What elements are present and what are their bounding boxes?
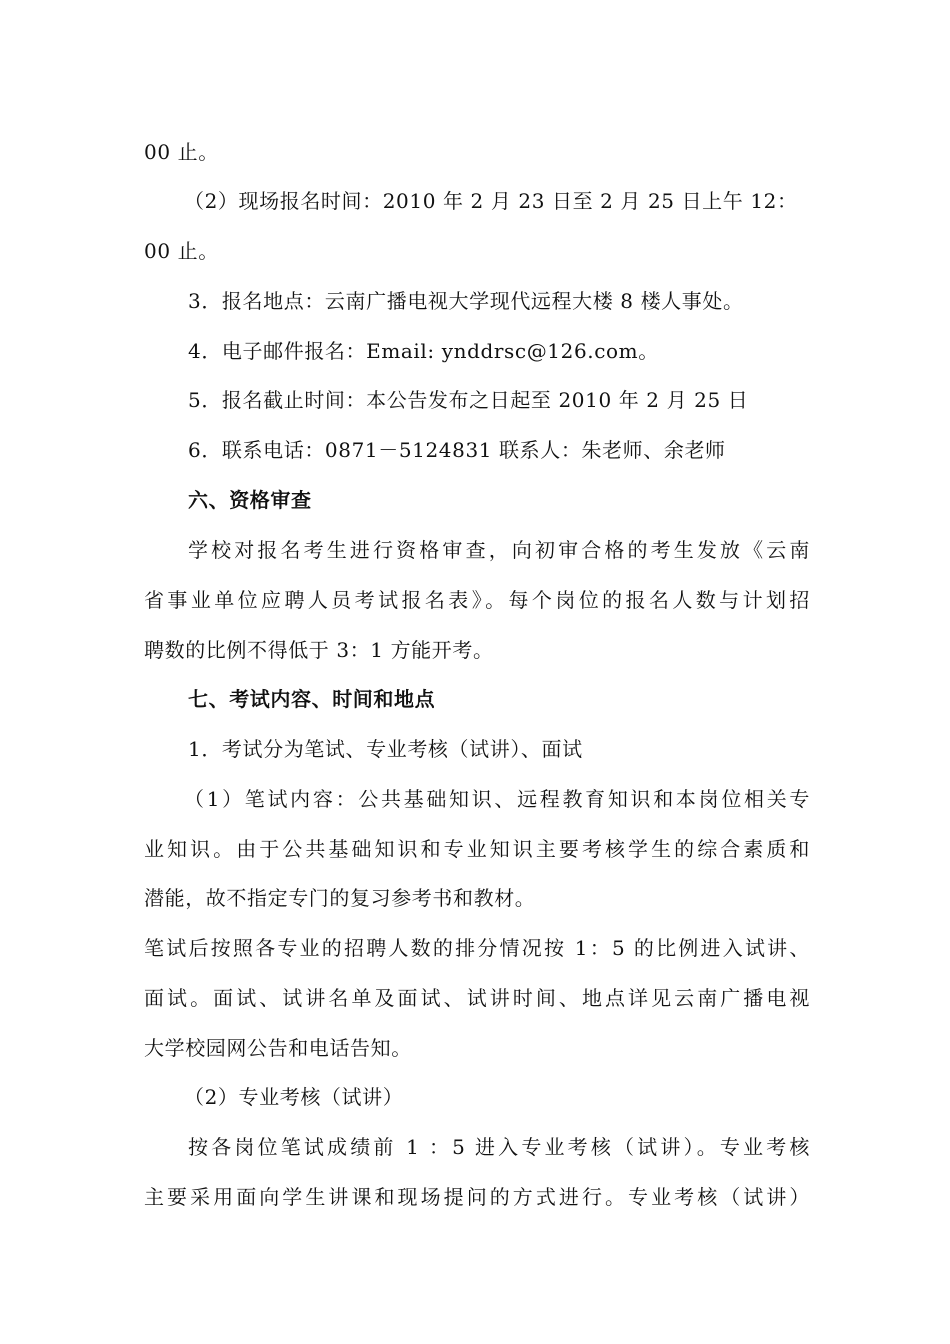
text-line-18: 面试。面试、试讲名单及面试、试讲时间、地点详见云南广播电视 bbox=[144, 986, 810, 1010]
text-line-10: 省事业单位应聘人员考试报名表》。每个岗位的报名人数与计划招 bbox=[144, 588, 810, 612]
text-line-15: 业知识。由于公共基础知识和专业知识主要考核学生的综合素质和 bbox=[144, 837, 810, 861]
text-line-13: 1．考试分为笔试、专业考核（试讲）、面试 bbox=[188, 737, 583, 761]
text-line-19: 大学校园网公告和电话告知。 bbox=[144, 1036, 412, 1060]
text-line-5: 4．电子邮件报名：Email: ynddrsc@126.com。 bbox=[188, 339, 659, 363]
text-line-2: （2）现场报名时间：2010 年 2 月 23 日至 2 月 25 日上午 12： bbox=[184, 189, 798, 213]
text-line-3: 00 止。 bbox=[144, 239, 219, 263]
text-line-7: 6．联系电话：0871－5124831 联系人：朱老师、余老师 bbox=[188, 438, 726, 462]
text-line-22: 主要采用面向学生讲课和现场提问的方式进行。专业考核（试讲） bbox=[144, 1185, 810, 1209]
text-line-20: （2）专业考核（试讲） bbox=[184, 1085, 404, 1109]
text-line-9: 学校对报名考生进行资格审查，向初审合格的考生发放《云南 bbox=[188, 538, 810, 562]
section-heading-7: 七、考试内容、时间和地点 bbox=[188, 687, 436, 711]
text-line-4: 3．报名地点：云南广播电视大学现代远程大楼 8 楼人事处。 bbox=[188, 289, 744, 313]
text-line-11: 聘数的比例不得低于 3：1 方能开考。 bbox=[144, 638, 494, 662]
text-line-16: 潜能，故不指定专门的复习参考书和教材。 bbox=[144, 886, 536, 910]
text-line-1: 00 止。 bbox=[144, 140, 219, 164]
text-line-21: 按各岗位笔试成绩前 1 ：5 进入专业考核（试讲）。专业考核 bbox=[188, 1135, 810, 1159]
text-line-14: （1）笔试内容：公共基础知识、远程教育知识和本岗位相关专 bbox=[184, 787, 810, 811]
text-line-17: 笔试后按照各专业的招聘人数的排分情况按 1：5 的比例进入试讲、 bbox=[144, 936, 810, 960]
section-heading-6: 六、资格审查 bbox=[188, 488, 312, 512]
text-line-6: 5．报名截止时间：本公告发布之日起至 2010 年 2 月 25 日 bbox=[188, 388, 749, 412]
